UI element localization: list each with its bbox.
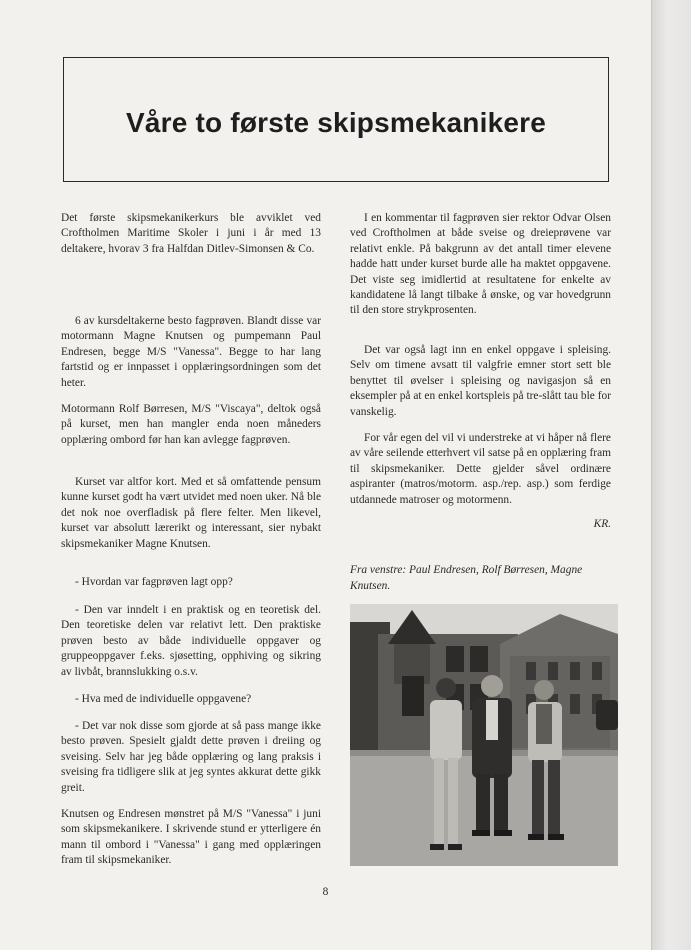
paragraph: Det første skipsmekanikerkurs ble avviklet ved Croftholmen Maritime Skoler i juni i år med 13 deltakere, hvorav 3 fra Halfdan Ditlev-Simonsen & Co. xyxy=(61,212,321,255)
left-column xyxy=(61,719,321,796)
right-column xyxy=(350,431,611,508)
page-edge xyxy=(651,0,691,950)
article-title: Våre to første skipsmekanikere xyxy=(126,106,546,138)
left-column xyxy=(61,575,321,590)
left-column xyxy=(61,211,321,257)
paragraph: Motormann Rolf Børresen, M/S "Viscaya", deltok også på kurset, men han mangler enda noen måneders opplæring ombord før han kan avlegge fagprøven. xyxy=(61,403,321,446)
question: - Hva med de individuelle oppgavene? xyxy=(75,693,252,705)
title-box xyxy=(63,57,609,182)
left-column xyxy=(61,314,321,391)
photo xyxy=(350,604,618,866)
left-column xyxy=(61,475,321,552)
left-column xyxy=(61,692,321,707)
paragraph: - Det var nok disse som gjorde at så pass mange ikke besto prøven. Spesielt gjaldt dette prøven i dreiing og sveising. Selv har jeg både opplæring og lang praksis i sveising fra tidligere slik at jeg syntes akkurat dette gikk greit. xyxy=(61,720,321,794)
paragraph: Kurset var altfor kort. Med et så omfattende pensum kunne kurset godt ha vært utvidet med noen uker. Nå ble det nok noe overfladisk på flere felter. Men likevel, kurset var absolutt lærerikt og interessant, sier nybakt skipsmekaniker Magne Knutsen. xyxy=(61,476,321,550)
paragraph: 6 av kursdeltakerne besto fagprøven. Blandt disse var motormann Magne Knutsen og pumpemann Paul Endresen, begge M/S "Vanessa". Begge to har lang fartstid og er innpasset i opplæringsordningen som det heter. xyxy=(61,315,321,389)
right-column xyxy=(350,211,611,319)
left-column xyxy=(61,603,321,680)
paragraph: I en kommentar til fagprøven sier rektor Odvar Olsen ved Croftholmen at både sveise og dreieprøvene var relativt enkle. På bakgrunn av det antall timer elevene hadde hatt under kurset burde alle ha maktet oppgavene. Det viste seg imidlertid at resultatene for enkelte av kandidatene lå langt tilbake å ønske, og var hovedgrunn til den store strykprosenten. xyxy=(350,212,611,317)
paragraph: Det var også lagt inn en enkel oppgave i spleising. Selv om timene avsatt til valgfrie emner stort sett ble benyttet til øvelser i spleising og navigasjon så en eksempler på at en enkel kortspleis på tre-slått tau ble for vanskelig. xyxy=(350,344,611,418)
author-signature: KR. xyxy=(593,518,611,530)
left-column xyxy=(61,807,321,869)
paragraph: Knutsen og Endresen mønstret på M/S "Vanessa" i juni som skipsmekanikere. I skrivende stund er ytterligere én mann til ombord i "Vanessa" i gang med opplæringen fram til skipsmekaniker. xyxy=(61,808,321,867)
question: - Hvordan var fagprøven lagt opp? xyxy=(75,576,233,588)
paragraph: For vår egen del vil vi understreke at vi håper nå flere av våre seilende etterhvert vil satse på en opplæring fram til skipsmekaniker. Dette gjelder såvel ordinære aspiranter (matros/motorm. asp./rep. asp.) som ferdige utdannede matroser og motormenn. xyxy=(350,432,611,506)
page-number: 8 xyxy=(322,886,329,898)
left-column xyxy=(61,402,321,448)
right-column xyxy=(350,343,611,420)
paragraph: - Den var inndelt i en praktisk og en teoretisk del. Den teoretiske delen var relativt lett. Den praktiske prøven besto av både individuelle oppgaver og gruppeoppgaver f.eks. sjøsetting, opphiving og sikring av livbåt, brannslukking o.s.v. xyxy=(61,604,321,678)
photo-illustration xyxy=(350,604,618,866)
photo-caption: Fra venstre: Paul Endresen, Rolf Børresen, Magne Knutsen. xyxy=(350,564,583,592)
